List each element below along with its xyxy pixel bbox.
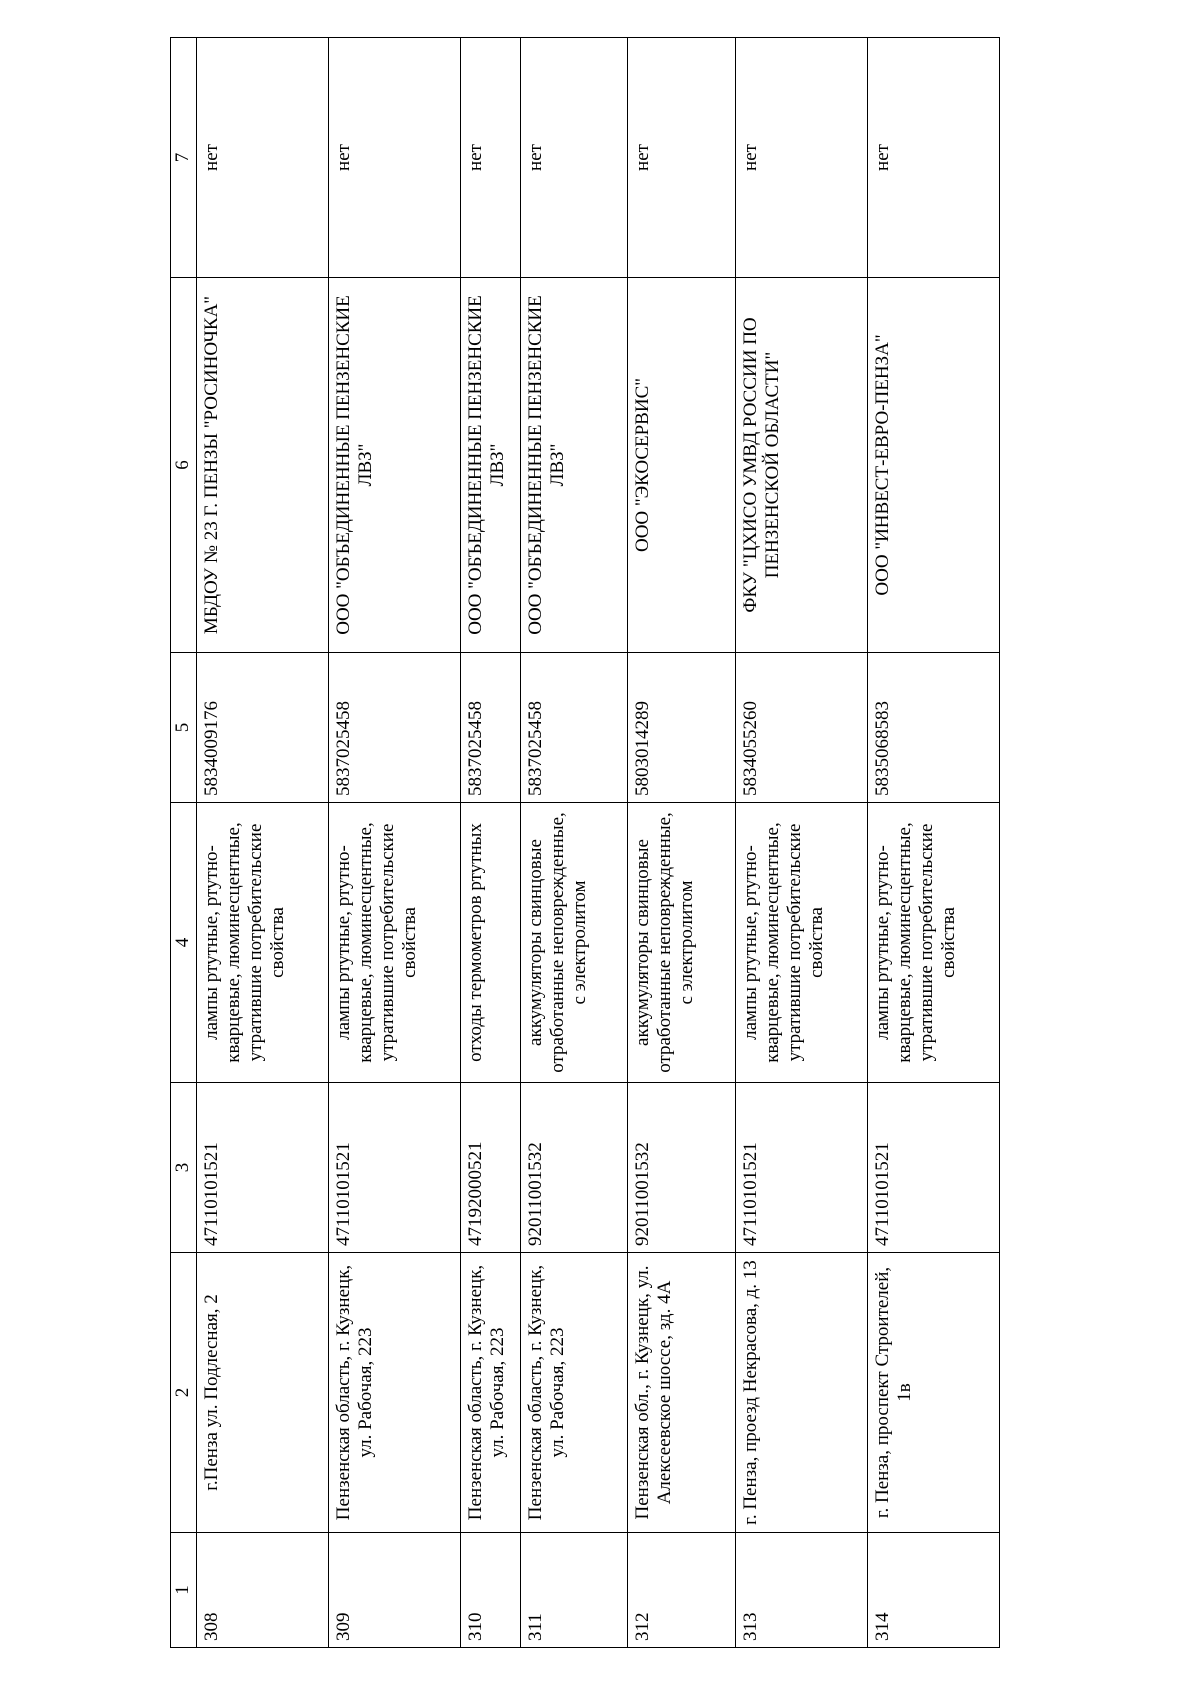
organization-cell: МБДОУ № 23 Г. ПЕНЗЫ "РОСИНОЧКА" <box>196 278 328 653</box>
table-row <box>735 38 867 1648</box>
waste-code-cell: 47110101521 <box>735 1083 867 1253</box>
organization-cell: ООО "ИНВЕСТ-ЕВРО-ПЕНЗА" <box>867 278 999 653</box>
inn-cell: 5834009176 <box>196 653 328 803</box>
waste-name-cell: отходы термометров ртутных <box>461 803 520 1083</box>
table-row <box>867 38 999 1648</box>
waste-registry-table <box>170 37 1000 1648</box>
table-row <box>196 38 328 1648</box>
flag-cell: нет <box>328 38 460 278</box>
header-cell: 2 <box>171 1253 197 1533</box>
organization-cell: ООО "ОБЪЕДИНЕННЫЕ ПЕНЗЕНСКИЕ ЛВЗ" <box>461 278 520 653</box>
row-number-cell: 313 <box>735 1533 867 1648</box>
flag-cell: нет <box>520 38 628 278</box>
header-cell: 5 <box>171 653 197 803</box>
waste-name-cell: лампы ртутные, ртутно-кварцевые, люминесцентные, утратившие потребительские свойства <box>196 803 328 1083</box>
waste-name-cell: аккумуляторы свинцовые отработанные неповрежденные, с электролитом <box>628 803 736 1083</box>
organization-cell: ООО "ОБЪЕДИНЕННЫЕ ПЕНЗЕНСКИЕ ЛВЗ" <box>328 278 460 653</box>
address-cell: г. Пенза, проспект Строителей, 1в <box>867 1253 999 1533</box>
flag-cell: нет <box>735 38 867 278</box>
flag-cell: нет <box>867 38 999 278</box>
table-row <box>461 38 520 1648</box>
waste-name-cell: аккумуляторы свинцовые отработанные неповрежденные, с электролитом <box>520 803 628 1083</box>
inn-cell: 5837025458 <box>461 653 520 803</box>
waste-code-cell: 47110101521 <box>196 1083 328 1253</box>
waste-code-cell: 92011001532 <box>628 1083 736 1253</box>
header-cell: 6 <box>171 278 197 653</box>
inn-cell: 5803014289 <box>628 653 736 803</box>
inn-cell: 5837025458 <box>328 653 460 803</box>
waste-name-cell: лампы ртутные, ртутно-кварцевые, люминесцентные, утратившие потребительские свойства <box>867 803 999 1083</box>
row-number-cell: 310 <box>461 1533 520 1648</box>
address-cell: г. Пенза, проезд Некрасова, д. 13 <box>735 1253 867 1533</box>
organization-cell: ООО "ОБЪЕДИНЕННЫЕ ПЕНЗЕНСКИЕ ЛВЗ" <box>520 278 628 653</box>
header-cell: 1 <box>171 1533 197 1648</box>
flag-cell: нет <box>628 38 736 278</box>
row-number-cell: 314 <box>867 1533 999 1648</box>
flag-cell: нет <box>196 38 328 278</box>
waste-code-cell: 47110101521 <box>867 1083 999 1253</box>
address-cell: Пензенская обл., г. Кузнецк, ул. Алексеевское шоссе, зд. 4А <box>628 1253 736 1533</box>
row-number-cell: 309 <box>328 1533 460 1648</box>
table-body <box>171 38 1000 1648</box>
table-row <box>520 38 628 1648</box>
header-cell: 4 <box>171 803 197 1083</box>
table-header-row <box>171 38 197 1648</box>
organization-cell: ФКУ "ЦХИСО УМВД РОССИИ ПО ПЕНЗЕНСКОЙ ОБЛАСТИ" <box>735 278 867 653</box>
waste-code-cell: 47110101521 <box>328 1083 460 1253</box>
header-cell: 7 <box>171 38 197 278</box>
waste-code-cell: 92011001532 <box>520 1083 628 1253</box>
row-number-cell: 308 <box>196 1533 328 1648</box>
inn-cell: 5834055260 <box>735 653 867 803</box>
waste-name-cell: лампы ртутные, ртутно-кварцевые, люминесцентные, утратившие потребительские свойства <box>328 803 460 1083</box>
rotated-page <box>170 38 1000 1648</box>
row-number-cell: 311 <box>520 1533 628 1648</box>
row-number-cell: 312 <box>628 1533 736 1648</box>
flag-cell: нет <box>461 38 520 278</box>
address-cell: Пензенская область, г. Кузнецк, ул. Рабочая, 223 <box>461 1253 520 1533</box>
address-cell: Пензенская область, г. Кузнецк, ул. Рабочая, 223 <box>520 1253 628 1533</box>
organization-cell: ООО "ЭКОСЕРВИС" <box>628 278 736 653</box>
inn-cell: 5835068583 <box>867 653 999 803</box>
waste-code-cell: 47192000521 <box>461 1083 520 1253</box>
address-cell: Пензенская область, г. Кузнецк, ул. Рабочая, 223 <box>328 1253 460 1533</box>
waste-name-cell: лампы ртутные, ртутно-кварцевые, люминесцентные, утратившие потребительские свойства <box>735 803 867 1083</box>
table-row <box>628 38 736 1648</box>
inn-cell: 5837025458 <box>520 653 628 803</box>
header-cell: 3 <box>171 1083 197 1253</box>
address-cell: г.Пенза ул. Подлесная, 2 <box>196 1253 328 1533</box>
table-row <box>328 38 460 1648</box>
